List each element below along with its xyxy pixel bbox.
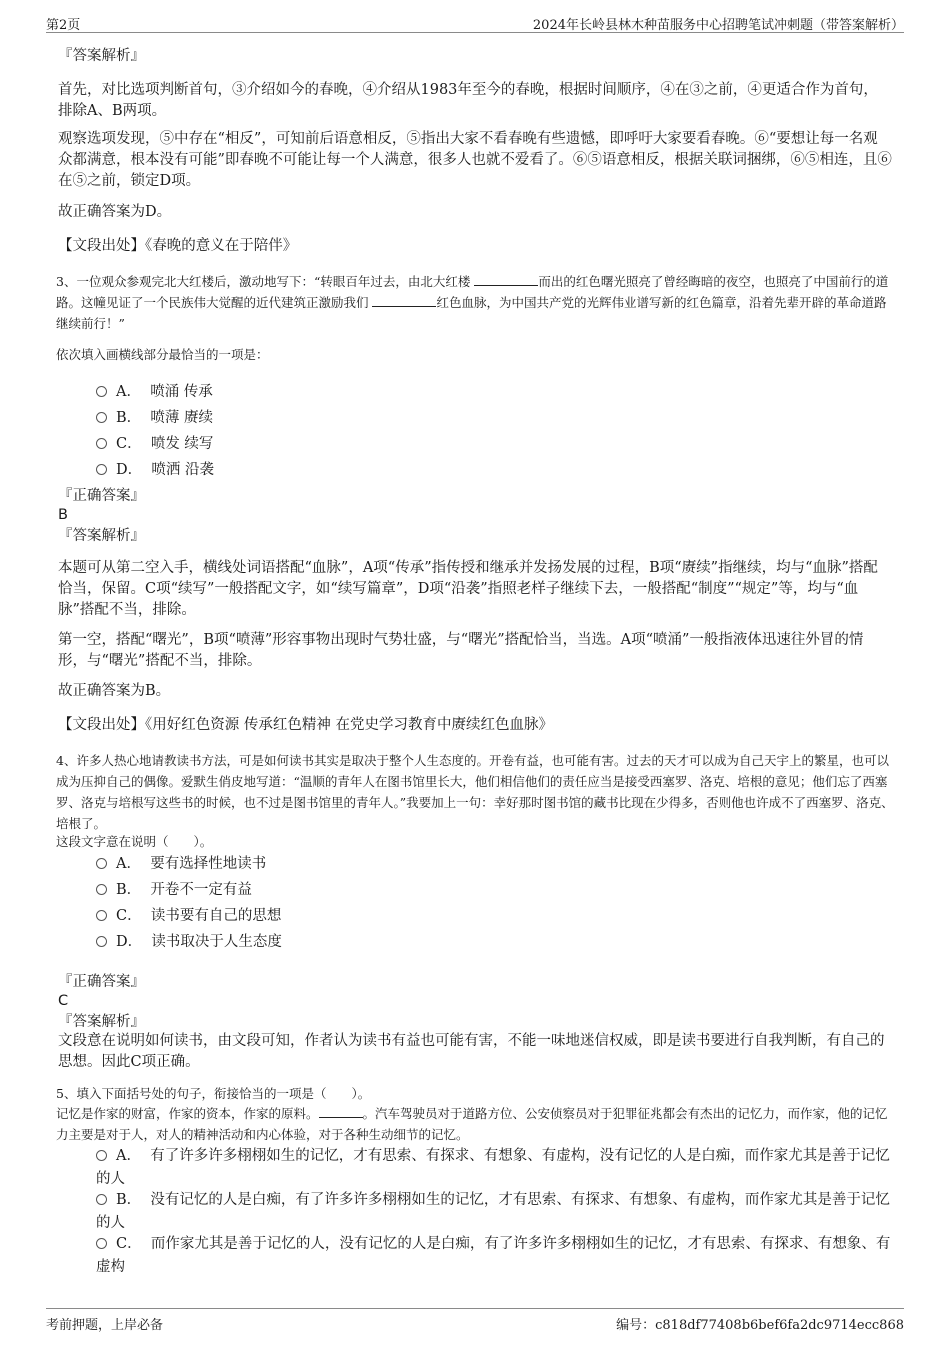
q4-option-b[interactable]	[96, 877, 896, 903]
option-text: 而作家尤其是善于记忆的人，没有记忆的人是白痴，有了许多许多栩栩如生的记忆，才有思索、有探求、有想象、有虚构	[96, 1236, 891, 1275]
radio-icon[interactable]	[96, 412, 107, 423]
q2-conclusion: 故正确答案为D。	[58, 204, 172, 220]
option-letter: A．	[116, 384, 141, 400]
q3-analysis-label: 『答案解析』	[58, 528, 145, 544]
q3-blank-2	[372, 294, 436, 307]
q3-stem-part-b: 而出的红色曙光照亮了曾经晦暗的夜空，也照亮了中国前行的道路。这幢见证了一个民族伟大觉醒的近代建筑正激励我们	[56, 274, 889, 310]
q3-source: 【文段出处】《用好红色资源 传承红色精神 在党史学习教育中赓续红色血脉》	[58, 717, 553, 733]
q5-passage-part-b: 。汽车驾驶员对于道路方位、公安侦察员对于犯罪征兆都会有杰出的记忆力，而作家，他的记忆力主要是对于人，对人的精神活动和内心体验，对于各种生动细节的记忆。	[56, 1106, 888, 1142]
q2-source: 【文段出处】《春晚的意义在于陪伴》	[58, 238, 298, 254]
q4-analysis: 文段意在说明如何读书，由文段可知，作者认为读书有益也可能有害，不能一味地迷信权威，即是读书要进行自我判断，有自己的思想。因此C项正确。	[58, 1033, 885, 1070]
option-letter: D．	[116, 934, 143, 950]
option-letter: B．	[116, 882, 142, 898]
q3-option-b[interactable]	[96, 405, 896, 431]
q4-answer: C	[58, 993, 69, 1009]
q4-analysis-label: 『答案解析』	[58, 1014, 145, 1030]
q2-analysis-label: 『答案解析』	[58, 48, 145, 64]
option-text: 有了许多许多栩栩如生的记忆，才有思索、有探求、有想象、有虚构，没有记忆的人是白痴，而作家尤其是善于记忆的人	[96, 1148, 890, 1187]
page-number: 第2页	[46, 18, 81, 33]
footer-slogan: 考前押题，上岸必备	[46, 1318, 164, 1333]
option-letter: B．	[116, 410, 142, 426]
option-letter: C．	[116, 908, 142, 924]
option-text: 没有记忆的人是白痴，有了许多许多栩栩如生的记忆，才有思索、有探求、有想象、有虚构，而作家尤其是善于记忆的人	[96, 1192, 890, 1231]
q3-analysis-p1: 本题可从第二空入手，横线处词语搭配“血脉”，A项“传承”指传授和继承并发扬发展的过程，B项“赓续”指继续，均与“血脉”搭配恰当，保留。C项“续写”一般搭配文字，如“续写篇章”，D项“沿袭”指照老样子继续下去，一般搭配“制度”“规定”等，均与“血脉”搭配不当，排除。	[58, 560, 878, 618]
q2-analysis-p1: 首先，对比选项判断首句，③介绍如今的春晚，④介绍从1983年至今的春晚，根据时间顺序，④在③之前，④更适合作为首句，排除A、B两项。	[58, 82, 878, 119]
radio-icon[interactable]	[96, 1238, 107, 1249]
radio-icon[interactable]	[96, 858, 107, 869]
q5-passage-part-a: 记忆是作家的财富，作家的资本，作家的原料。	[56, 1106, 319, 1121]
radio-icon[interactable]	[96, 386, 107, 397]
option-text: 要有选择性地读书	[150, 856, 267, 872]
q5-option-c[interactable]	[96, 1233, 896, 1279]
q3-stem-part-c: 红色血脉，为中国共产党的光辉伟业谱写新的红色篇章，沿着先辈开辟的革命道路继续前行！”	[56, 295, 887, 331]
option-text: 喷涌 传承	[150, 384, 213, 400]
q4-question: 这段文字意在说明（ ）。	[56, 834, 213, 849]
q3-conclusion: 故正确答案为B。	[58, 683, 171, 699]
q5-passage	[56, 1103, 894, 1145]
option-letter: A．	[116, 856, 141, 872]
q3-option-d[interactable]	[96, 457, 896, 483]
radio-icon[interactable]	[96, 438, 107, 449]
q3-analysis-p2: 第一空，搭配“曙光”，B项“喷薄”形容事物出现时气势壮盛，与“曙光”搭配恰当，当选。A项“喷涌”一般指液体迅速往外冒的情形，与“曙光”搭配不当，排除。	[58, 632, 864, 669]
option-letter: A．	[116, 1148, 141, 1164]
option-text: 读书要有自己的思想	[150, 908, 282, 924]
q4-answer-label: 『正确答案』	[58, 974, 145, 990]
radio-icon[interactable]	[96, 884, 107, 895]
page-header	[46, 12, 904, 33]
option-letter: C．	[116, 1236, 142, 1252]
q5-blank	[319, 1105, 363, 1118]
radio-icon[interactable]	[96, 936, 107, 947]
q4-option-a[interactable]	[96, 851, 896, 877]
option-text: 喷洒 沿袭	[151, 462, 214, 478]
q3-option-a[interactable]	[96, 379, 896, 405]
q2-analysis-p2: 观察选项发现，⑤中存在“相反”，可知前后语意相反，⑤指出大家不看春晚有些遗憾，即呼吁大家要看春晚。⑥“要想让每一名观众都满意，根本没有可能”即春晚不可能让每一个人满意，很多人也就不爱看了。⑥⑤语意相反，根据关联词捆绑，⑥⑤相连，且⑥在⑤之前，锁定D项。	[58, 131, 892, 189]
document-title: 2024年长岭县林木种苗服务中心招聘笔试冲刺题（带答案解析）	[532, 18, 904, 33]
q5-option-b[interactable]	[96, 1189, 896, 1235]
q3-question: 依次填入画横线部分最恰当的一项是：	[56, 347, 269, 362]
q3-blank-1	[474, 273, 538, 286]
radio-icon[interactable]	[96, 1194, 107, 1205]
q3-answer: B	[58, 507, 68, 523]
radio-icon[interactable]	[96, 910, 107, 921]
option-letter: D．	[116, 462, 143, 478]
q4-stem: 4、许多人热心地请教读书方法，可是如何读书其实是取决于整个人生态度的。开卷有益，也可能有害。过去的天才可以成为自己天宇上的繁星，也可以成为压抑自己的偶像。爱默生俏皮地写道：“温顺的青年人在图书馆里长大，他们相信他们的责任应当是接受西塞罗、洛克、培根的意见；他们忘了西塞罗、洛克与培根写这些书的时候，也不过是图书馆里的青年人。”我要加上一句：幸好那时图书馆的藏书比现在少得多，否则他也许成不了西塞罗、洛克、培根了。	[56, 753, 894, 831]
q3-stem-part-a: 3、一位观众参观完北大红楼后，激动地写下：“转眼百年过去，由北大红楼	[56, 274, 475, 289]
option-text: 喷薄 赓续	[150, 410, 213, 426]
q5-stem: 5、填入下面括号处的句子，衔接恰当的一项是（ ）。	[56, 1086, 371, 1101]
q3-option-c[interactable]	[96, 431, 896, 457]
q5-option-a[interactable]	[96, 1145, 896, 1191]
q3-answer-label: 『正确答案』	[58, 488, 145, 504]
option-text: 喷发 续写	[150, 436, 214, 452]
q4-option-d[interactable]	[96, 929, 896, 955]
option-letter: C．	[116, 436, 142, 452]
page-footer	[46, 1308, 904, 1331]
option-letter: B．	[116, 1192, 142, 1208]
radio-icon[interactable]	[96, 1150, 107, 1161]
document-id: 编号：c818df77408b6bef6fa2dc9714ecc868	[616, 1318, 904, 1333]
radio-icon[interactable]	[96, 464, 107, 475]
option-text: 读书取决于人生态度	[151, 934, 282, 950]
q3-stem	[56, 271, 894, 334]
option-text: 开卷不一定有益	[150, 882, 252, 898]
q4-option-c[interactable]	[96, 903, 896, 929]
